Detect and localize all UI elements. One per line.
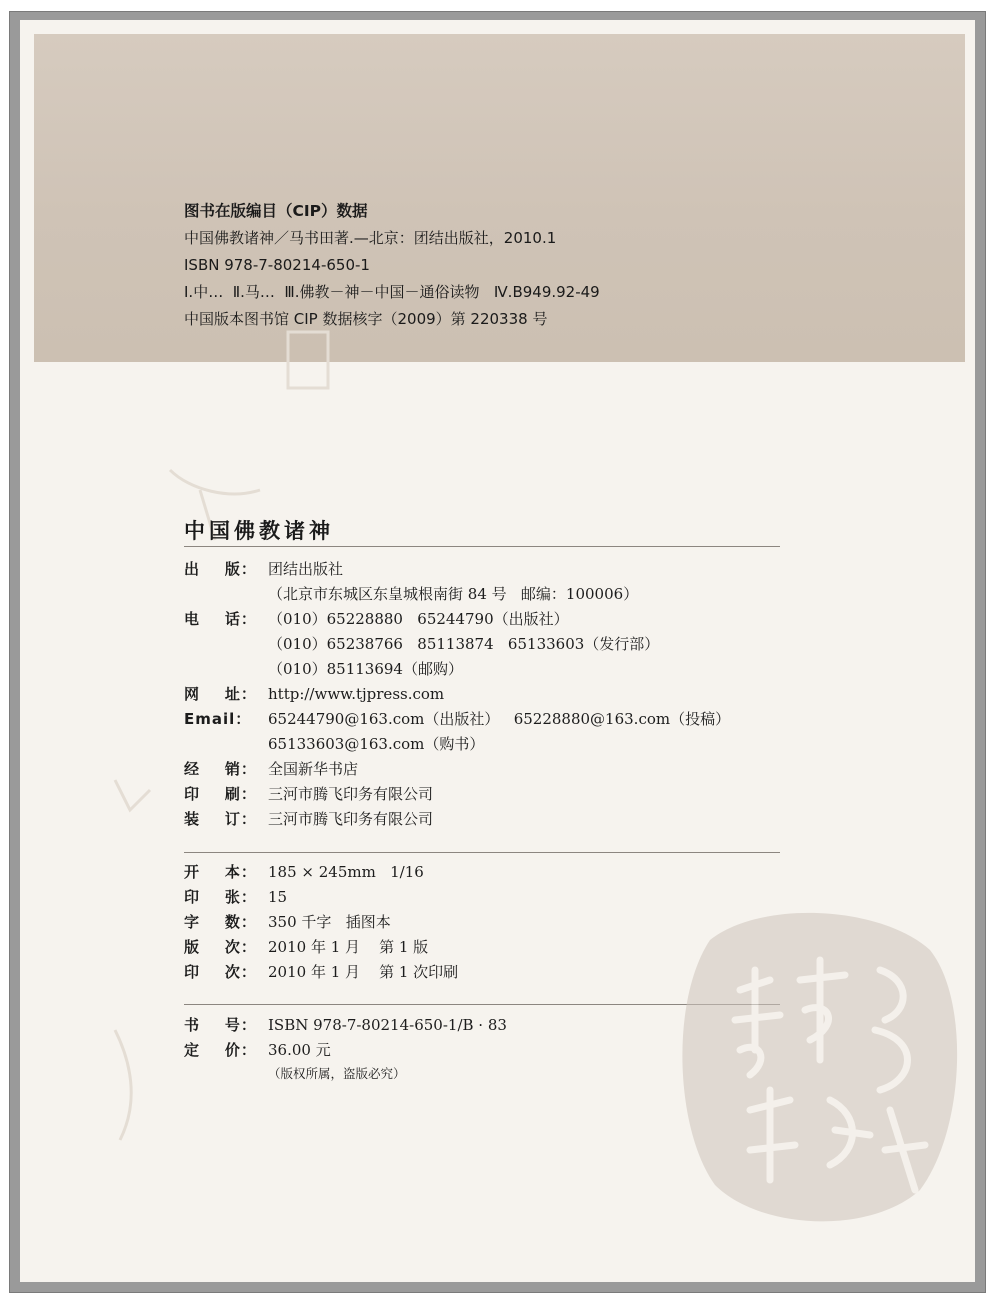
info-row bbox=[184, 682, 730, 707]
spec-value: 2010 年 1 月 第 1 版 bbox=[268, 938, 429, 956]
publishing-info bbox=[184, 557, 730, 832]
info-row bbox=[184, 782, 730, 807]
spec-row bbox=[184, 935, 458, 960]
info-label: 装 订： bbox=[184, 810, 257, 828]
info-row bbox=[184, 807, 730, 832]
pricing-label: 书 号： bbox=[184, 1016, 257, 1034]
info-label: 出 版： bbox=[184, 560, 257, 578]
cip-title: 图书在版编目（CIP）数据 bbox=[184, 202, 368, 220]
cip-line: Ⅰ.中… Ⅱ.马… Ⅲ.佛教－神－中国－通俗读物 Ⅳ.B949.92-49 bbox=[184, 283, 600, 301]
email-value: 65133603@163.com（购书） bbox=[268, 735, 485, 753]
rights-row bbox=[184, 1063, 507, 1085]
pricing-label: 定 价： bbox=[184, 1041, 257, 1059]
pricing-info bbox=[184, 1013, 507, 1085]
spec-value: 350 千字 插图本 bbox=[268, 913, 391, 931]
info-row bbox=[184, 607, 730, 632]
isbn-value: ISBN 978-7-80214-650-1/B · 83 bbox=[268, 1016, 507, 1034]
info-value: （北京市东城区东皇城根南街 84 号 邮编：100006） bbox=[268, 585, 639, 603]
spec-row bbox=[184, 960, 458, 985]
info-label: 网 址： bbox=[184, 685, 257, 703]
info-row bbox=[184, 632, 730, 657]
pricing-row bbox=[184, 1038, 507, 1063]
info-label: 电 话： bbox=[184, 610, 257, 628]
info-row bbox=[184, 582, 730, 607]
spec-value: 185 × 245mm 1/16 bbox=[268, 863, 424, 881]
info-value: 团结出版社 bbox=[268, 560, 344, 578]
seal-stamp-watermark bbox=[670, 900, 970, 1230]
website-value: http://www.tjpress.com bbox=[268, 685, 445, 703]
info-label: 印 刷： bbox=[184, 785, 257, 803]
specs-info bbox=[184, 860, 458, 985]
spec-label: 字 数： bbox=[184, 913, 257, 931]
info-label bbox=[184, 657, 268, 682]
spec-label: 印 张： bbox=[184, 888, 257, 906]
divider bbox=[184, 546, 780, 547]
cip-line: ISBN 978-7-80214-650-1 bbox=[184, 256, 370, 274]
cip-data-block bbox=[184, 198, 600, 333]
info-label bbox=[184, 732, 268, 757]
info-row bbox=[184, 732, 730, 757]
info-label bbox=[184, 582, 268, 607]
info-value: （010）85113694（邮购） bbox=[268, 660, 463, 678]
spec-row bbox=[184, 885, 458, 910]
info-row bbox=[184, 757, 730, 782]
price-value: 36.00 元 bbox=[268, 1041, 331, 1059]
info-value: 三河市腾飞印务有限公司 bbox=[268, 785, 434, 803]
info-label: 经 销： bbox=[184, 760, 257, 778]
spec-value: 2010 年 1 月 第 1 次印刷 bbox=[268, 963, 459, 981]
copyright-page bbox=[20, 20, 975, 1282]
info-value: （010）65238766 85113874 65133603（发行部） bbox=[268, 635, 660, 653]
info-label bbox=[184, 632, 268, 657]
info-row bbox=[184, 557, 730, 582]
spec-row bbox=[184, 860, 458, 885]
info-row bbox=[184, 707, 730, 732]
spec-label: 开 本： bbox=[184, 863, 257, 881]
cip-line: 中国版本图书馆 CIP 数据核字（2009）第 220338 号 bbox=[184, 310, 548, 328]
info-value: 全国新华书店 bbox=[268, 760, 359, 778]
cip-line: 中国佛教诸神／马书田著.—北京：团结出版社，2010.1 bbox=[184, 229, 557, 247]
book-title: 中国佛教诸神 bbox=[184, 518, 334, 543]
spacer-label bbox=[184, 1063, 268, 1085]
divider bbox=[184, 852, 780, 853]
info-value: （010）65228880 65244790（出版社） bbox=[268, 610, 569, 628]
spec-value: 15 bbox=[268, 888, 288, 906]
info-label: Email： bbox=[184, 710, 252, 728]
pricing-row bbox=[184, 1013, 507, 1038]
spec-row bbox=[184, 910, 458, 935]
spec-label: 印 次： bbox=[184, 963, 257, 981]
info-value: 三河市腾飞印务有限公司 bbox=[268, 810, 434, 828]
spec-label: 版 次： bbox=[184, 938, 257, 956]
rights-note: （版权所属，盗版必究） bbox=[268, 1066, 406, 1081]
info-row bbox=[184, 657, 730, 682]
email-value: 65244790@163.com（出版社） 65228880@163.com（投稿） bbox=[268, 710, 731, 728]
